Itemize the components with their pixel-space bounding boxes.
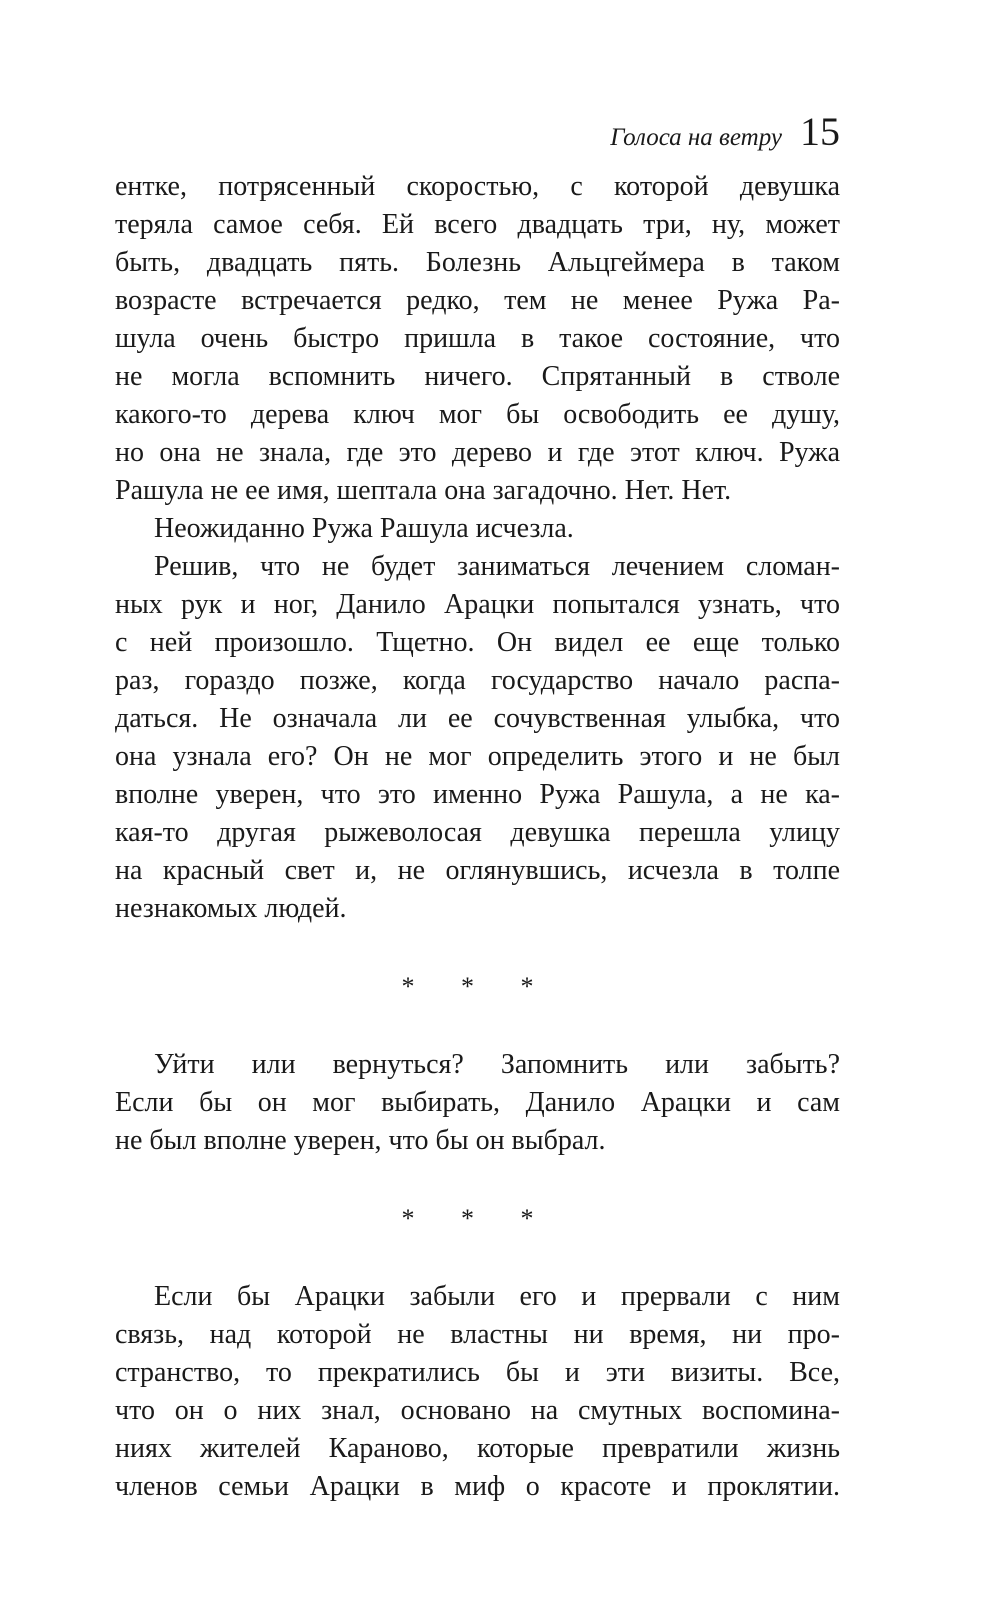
page-number: 15 [800, 109, 840, 154]
text-line: возрасте встречается редко, тем не менее Ружа Ра- [115, 285, 840, 316]
paragraph [115, 510, 840, 548]
paragraph [115, 1278, 840, 1506]
body-text [115, 168, 840, 1506]
running-head [115, 108, 840, 155]
text-line: связь, над которой не властны ни время, ни про- [115, 1319, 840, 1350]
text-line: вполне уверен, что это именно Ружа Рашула, а не ка- [115, 779, 840, 810]
paragraph [115, 1046, 840, 1160]
text-line: кая-то другая рыжеволосая девушка перешла улицу [115, 817, 840, 848]
section-separator: * * * [401, 972, 554, 1001]
text-line: не был вполне уверен, что бы он выбрал. [115, 1125, 606, 1156]
text-line: Неожиданно Ружа Рашула исчезла. [154, 513, 574, 544]
running-title: Голоса на ветру [610, 124, 782, 151]
text-line: раз, гораздо позже, когда государство начало распа- [115, 665, 840, 696]
text-line: ентке, потрясенный скоростью, с которой девушка [115, 171, 840, 202]
paragraph [115, 548, 840, 928]
text-line: не могла вспомнить ничего. Спрятанный в стволе [115, 361, 840, 392]
text-line: Уйти или вернуться? Запомнить или забыть? [154, 1049, 840, 1080]
text-line: шула очень быстро пришла в такое состояние, что [115, 323, 840, 354]
text-line: но она не знала, где это дерево и где этот ключ. Ружа [115, 437, 840, 468]
text-line: с ней произошло. Тщетно. Он видел ее еще только [115, 627, 840, 658]
text-line: даться. Не означала ли ее сочувственная улыбка, что [115, 703, 840, 734]
text-line: какого-то дерева ключ мог бы освободить ее душу, [115, 399, 840, 430]
text-line: странство, то прекратились бы и эти визиты. Все, [115, 1357, 840, 1388]
text-line: она узнала его? Он не мог определить этого и не был [115, 741, 840, 772]
text-line: Рашула не ее имя, шептала она загадочно. Нет. Нет. [115, 475, 732, 506]
text-line: ных рук и ног, Данило Арацки попытался узнать, что [115, 589, 840, 620]
text-line: Если бы Арацки забыли его и прервали с ним [154, 1281, 840, 1312]
text-line: ниях жителей Караново, которые превратили жизнь [115, 1433, 840, 1464]
text-line: Решив, что не будет заниматься лечением сломан- [154, 551, 840, 582]
text-line: быть, двадцать пять. Болезнь Альцгеймера в таком [115, 247, 840, 278]
text-line: что он о них знал, основано на смутных воспомина- [115, 1395, 840, 1426]
text-line: на красный свет и, не оглянувшись, исчезла в толпе [115, 855, 840, 886]
text-line: Если бы он мог выбирать, Данило Арацки и сам [115, 1087, 840, 1118]
text-line: теряла самое себя. Ей всего двадцать три, ну, может [115, 209, 840, 240]
text-line: членов семьи Арацки в миф о красоте и проклятии. [115, 1471, 840, 1502]
paragraph [115, 168, 840, 510]
section-separator: * * * [401, 1204, 554, 1233]
text-line: незнакомых людей. [115, 893, 347, 924]
